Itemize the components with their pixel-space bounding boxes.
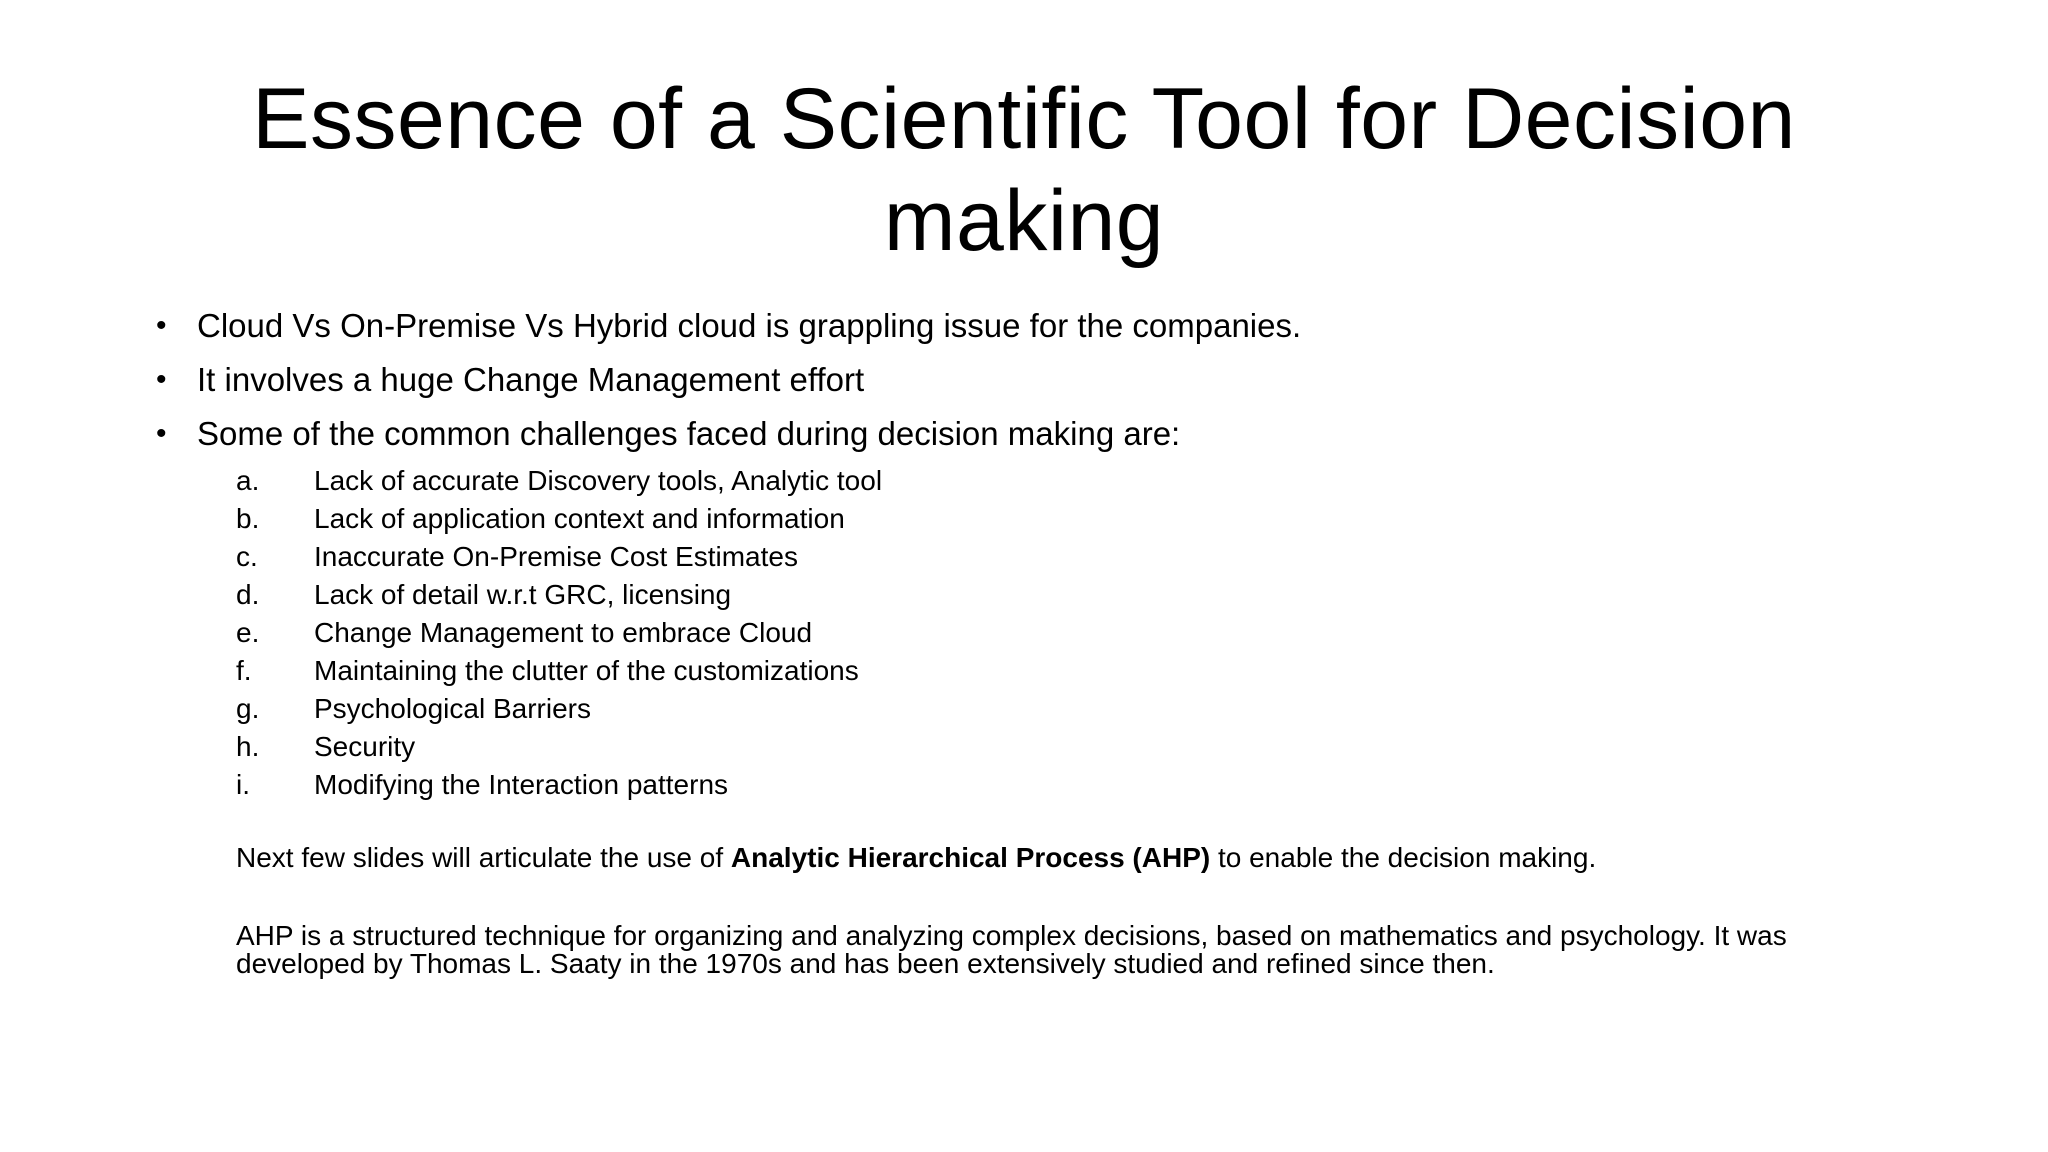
bullet-item [150, 306, 1910, 346]
bullet-item [150, 414, 1910, 454]
ahp-intro-before: Next few slides will articulate the use of [236, 842, 731, 873]
challenge-marker: a. [236, 465, 260, 496]
challenge-text: Inaccurate On-Premise Cost Estimates [314, 541, 798, 572]
challenge-text: Modifying the Interaction patterns [314, 769, 729, 800]
bullet-text: Some of the common challenges faced during decision making are: [197, 415, 1181, 452]
challenge-marker: g. [236, 693, 260, 724]
challenge-text: Psychological Barriers [314, 693, 591, 724]
challenge-text: Change Management to embrace Cloud [314, 617, 813, 648]
challenge-text: Maintaining the clutter of the customizations [314, 655, 859, 686]
bullet-list [150, 306, 1910, 468]
challenge-text: Lack of detail w.r.t GRC, licensing [314, 579, 732, 610]
bullet-text: Cloud Vs On-Premise Vs Hybrid cloud is grappling issue for the companies. [197, 307, 1302, 344]
challenge-text: Lack of accurate Discovery tools, Analytic tool [314, 465, 883, 496]
ahp-intro-after: to enable the decision making. [1210, 842, 1597, 873]
challenge-text: Lack of application context and information [314, 503, 845, 534]
bullet-dot-icon: • [156, 417, 167, 450]
challenge-marker: b. [236, 503, 260, 534]
ahp-intro-bold: Analytic Hierarchical Process (AHP) [730, 842, 1211, 873]
challenge-text: Security [314, 731, 416, 762]
challenge-marker: h. [236, 731, 260, 762]
bullet-dot-icon: • [156, 363, 167, 396]
ahp-definition-paragraph: AHP is a structured technique for organizing and analyzing complex decisions, based on mathematics and psychology. It was developed by Thomas L. Saaty in the 1970s and has been extensively studied and refined since then. [236, 920, 1787, 979]
slide-title: Essence of a Scientific Tool for Decision making [252, 71, 1796, 269]
bullet-item [150, 360, 1910, 400]
bullet-text: It involves a huge Change Management effort [197, 361, 865, 398]
challenge-marker: d. [236, 579, 260, 610]
challenge-marker: e. [236, 617, 260, 648]
challenge-marker: f. [236, 655, 252, 686]
bullet-dot-icon: • [156, 309, 167, 342]
challenge-marker: c. [236, 541, 258, 572]
ahp-intro-paragraph [236, 844, 1916, 872]
challenge-marker: i. [236, 769, 250, 800]
